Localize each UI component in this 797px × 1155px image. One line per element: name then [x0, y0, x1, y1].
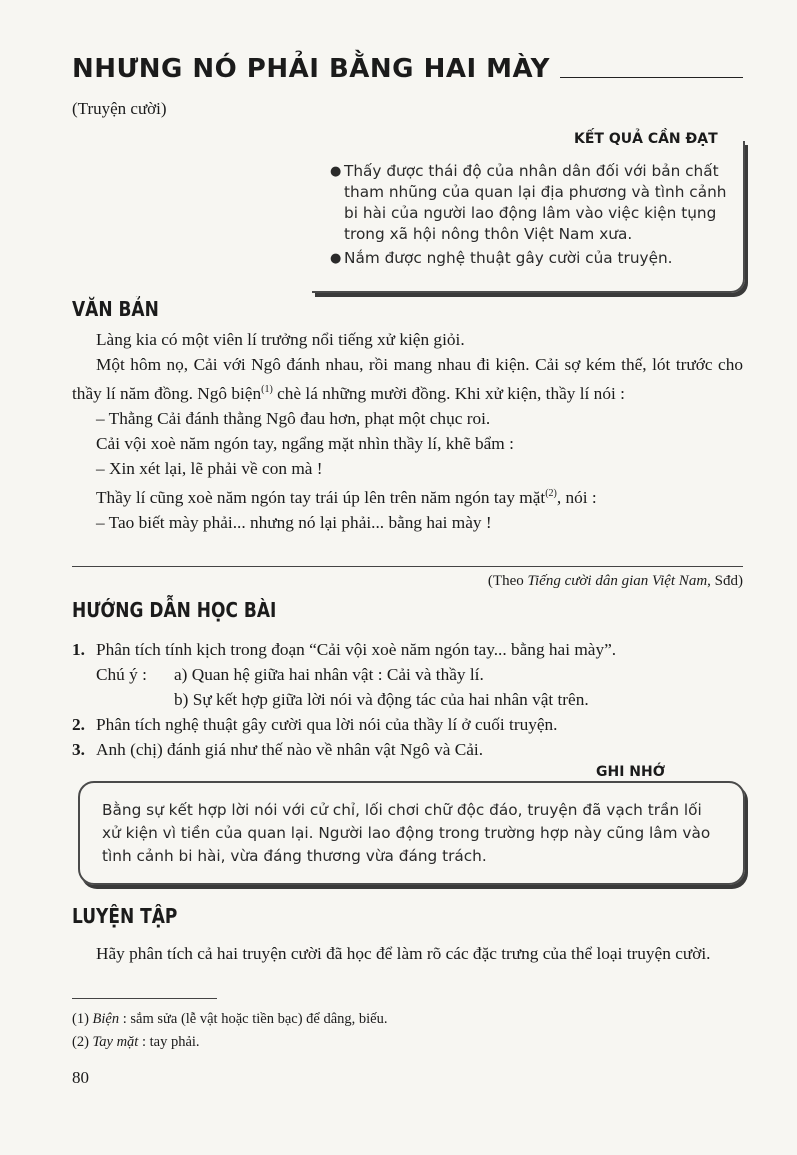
question-text: Phân tích tính kịch trong đoạn “Cải vội xoè năm ngón tay... bằng hai mày”. — [96, 640, 617, 659]
note-item: a) Quan hệ giữa hai nhân vật : Cải và thầy lí. — [174, 665, 484, 684]
story-paragraph: Cải vội xoè năm ngón tay, ngẩng mặt nhìn thầy lí, khẽ bẩm : — [96, 433, 514, 453]
source-suffix: , Sđd) — [707, 573, 743, 589]
story-text-span: Thầy lí cũng xoè năm ngón tay trái úp lên trên năm ngón tay mặt — [96, 487, 546, 507]
story-paragraph — [72, 481, 743, 510]
source-title: Tiếng cười dân gian Việt Nam — [527, 573, 708, 589]
question-number: 2. — [72, 715, 85, 734]
story-paragraph: – Xin xét lại, lẽ phải về con mà ! — [96, 458, 323, 478]
story-text-span: , nói : — [556, 487, 597, 507]
outcome-item-text: Nắm được nghệ thuật gây cười của truyện. — [344, 249, 673, 267]
question-number: 1. — [72, 640, 85, 659]
story-paragraph: Làng kia có một viên lí trưởng nổi tiếng xử kiện giỏi. — [96, 330, 465, 349]
question-text: Phân tích nghệ thuật gây cười qua lời nói của thầy lí ở cuối truyện. — [96, 715, 558, 734]
remember-label: GHI NHỚ — [590, 764, 671, 780]
section-heading-text: HƯỚNG DẪN HỌC BÀI — [72, 598, 277, 622]
footnote-number: (2) — [72, 1034, 89, 1050]
question-item — [72, 737, 752, 762]
source-prefix: (Theo — [487, 573, 528, 589]
section-heading-text: VĂN BẢN — [72, 297, 159, 321]
story-paragraph: – Thằng Cải đánh thằng Ngô đau hơn, phạt một chục roi. — [96, 408, 491, 428]
bullet-icon: ● — [330, 164, 342, 179]
outcome-item — [330, 248, 730, 269]
note-row — [72, 662, 752, 687]
remember-text: Bằng sự kết hợp lời nói với cử chỉ, lối chơi chữ độc đáo, truyện đã vạch trần lối xử kiện vì tiền của quan lại. Người lao động trong trường hợp này cũng lâm vào tình cảnh bi hài, vừa đáng thương vừa đáng trách. — [102, 801, 711, 865]
outcome-item-text: Thấy được thái độ của nhân dân đối với bản chất tham nhũng của quan lại địa phương và tình cảnh bi hài của người lao động lâm vào việc kiện tụng trong xã hội nông thôn Việt Nam xưa. — [344, 162, 727, 243]
footnote-ref: (2) — [545, 487, 557, 499]
section-heading-text: LUYỆN TẬP — [72, 904, 178, 928]
story-paragraph: – Tao biết mày phải... nhưng nó lại phải... bằng hai mày ! — [96, 512, 492, 532]
page-number: 80 — [72, 1068, 89, 1087]
footnote-number: (1) — [72, 1011, 89, 1027]
question-item — [72, 712, 752, 737]
story-text-span: chè lá những mười đồng. Khi xử kiện, thầy lí nói : — [272, 383, 625, 403]
question-text: Anh (chị) đánh giá như thế nào về nhân vật Ngô và Cải. — [96, 740, 484, 759]
note-row — [72, 687, 752, 712]
footnote-definition: : tay phải. — [138, 1034, 200, 1050]
source-citation — [488, 573, 743, 590]
page-title: NHƯNG NÓ PHẢI BẰNG HAI MÀY — [72, 54, 551, 84]
practice-text: Hãy phân tích cả hai truyện cười đã học để làm rõ các đặc trưng của thể loại truyện cười. — [96, 944, 711, 963]
story-text — [72, 327, 743, 535]
footnote-ref: (1) — [261, 384, 273, 395]
outcome-item — [330, 161, 730, 245]
question-item — [72, 637, 752, 662]
footnote-definition: : sắm sửa (lễ vật hoặc tiền bạc) để dâng, biếu. — [119, 1011, 388, 1027]
footnote — [72, 1034, 200, 1051]
subtitle: (Truyện cười) — [72, 99, 167, 118]
title-rule — [560, 77, 743, 78]
guide-questions — [72, 637, 752, 762]
note-label: Chú ý : — [96, 665, 147, 684]
bullet-icon: ● — [330, 251, 342, 266]
footnote-rule — [72, 998, 217, 999]
note-item: b) Sự kết hợp giữa lời nói và động tác của hai nhân vật trên. — [174, 690, 589, 709]
footnote — [72, 1011, 387, 1028]
outcome-label: KẾT QUẢ CẦN ĐẠT — [570, 131, 724, 147]
story-text-span: Một hôm nọ, Cải với Ngô đánh nhau, rồi mang nhau đi kiện. Cải sợ kém thế, lót trước cho thầy lí năm đồng. Ngô biện — [72, 355, 743, 403]
question-number: 3. — [72, 740, 85, 759]
story-paragraph — [72, 352, 743, 406]
footnote-term: Biện — [92, 1011, 120, 1027]
footnote-term: Tay mặt — [92, 1034, 139, 1050]
outcome-list — [330, 161, 730, 272]
source-rule — [72, 566, 743, 567]
